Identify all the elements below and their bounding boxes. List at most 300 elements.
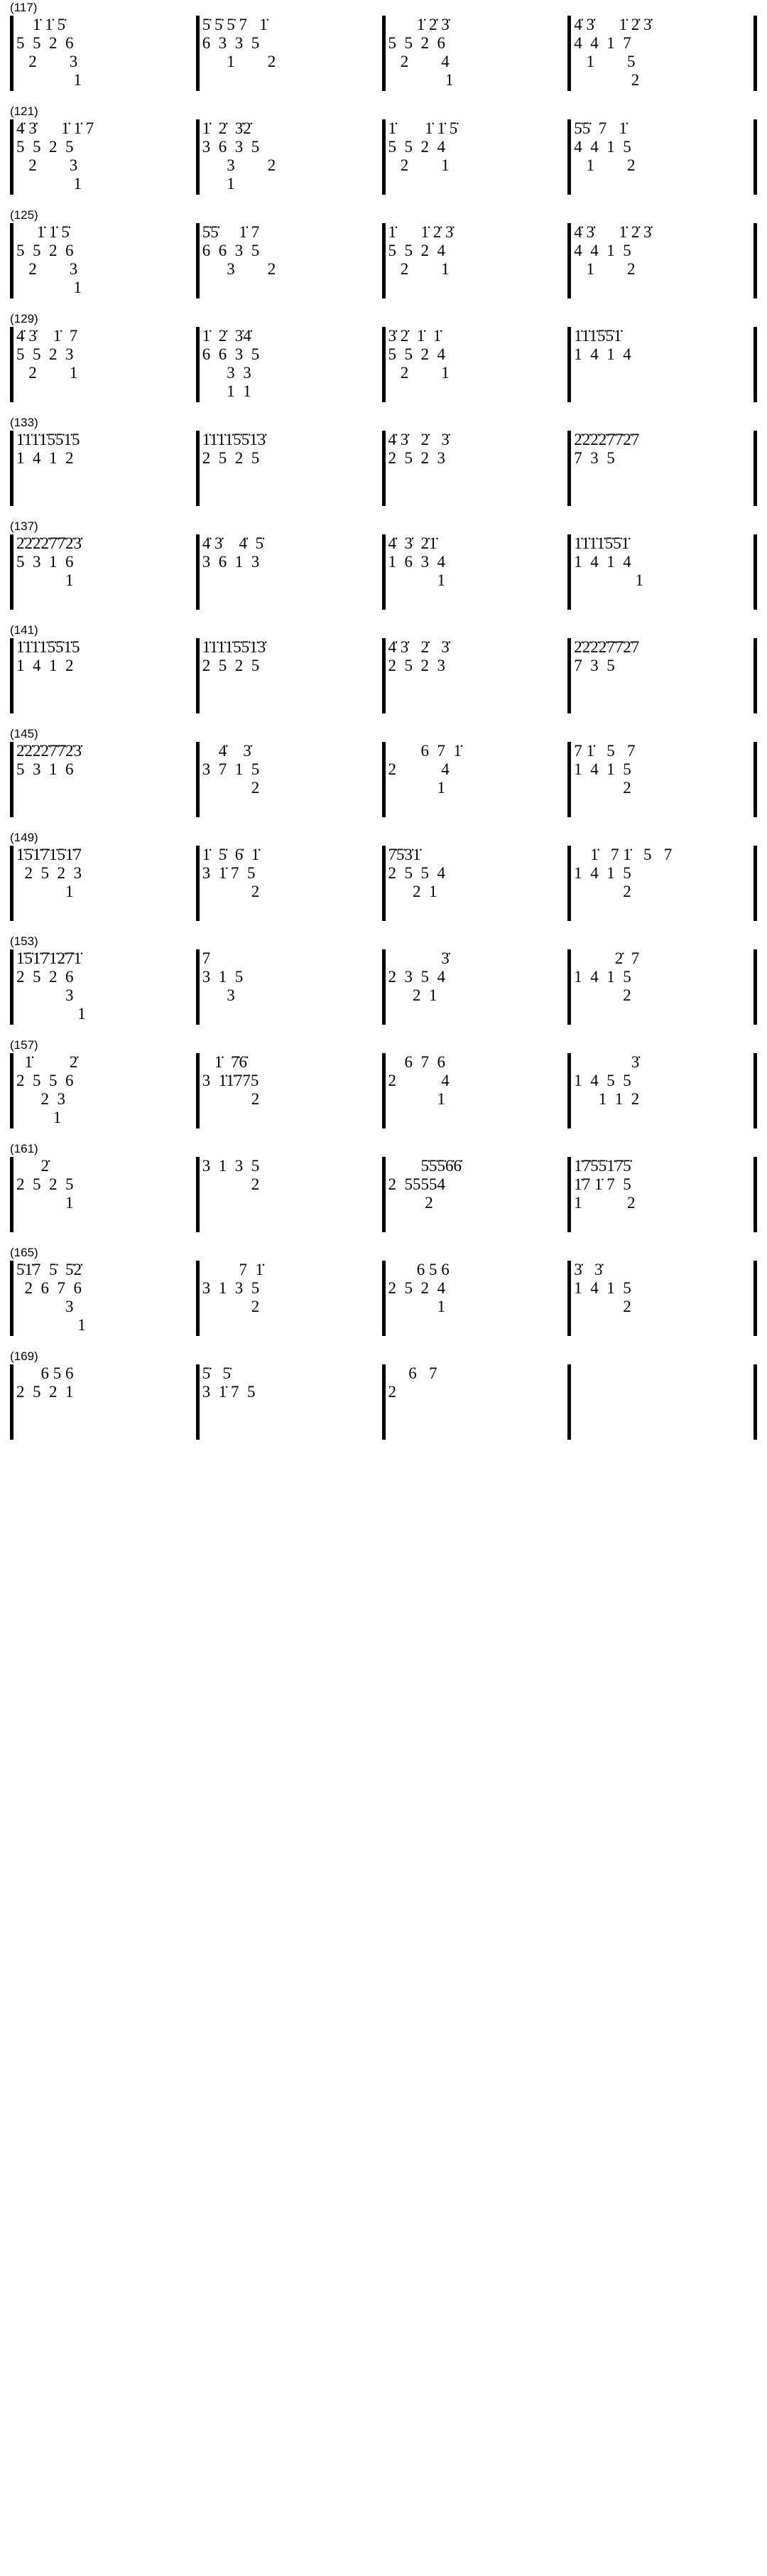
note-row: 5̇5̇ 1̇ 7: [202, 223, 260, 241]
note-row: 5̇1̇7 5̇ 5̇2̇: [16, 1261, 82, 1278]
note-row: 1: [16, 71, 82, 89]
note-row: [16, 382, 193, 401]
note-row: 1 2: [574, 156, 636, 174]
measure: [13, 223, 196, 298]
note-row: [388, 1109, 565, 1127]
note-row: 1: [202, 175, 235, 193]
measure-number: (161): [10, 1142, 38, 1155]
staff: [10, 16, 757, 91]
note-row: 5 5 2 3: [16, 345, 74, 363]
note-row: 2: [388, 1194, 433, 1212]
note-row: 7: [202, 949, 211, 967]
note-row: 4̇ 3̇ 2̇ 3̇: [388, 638, 450, 656]
note-row: 2 1: [388, 156, 450, 174]
note-row: [388, 797, 565, 816]
note-row: [202, 71, 379, 90]
note-row: 2 5 2 4: [388, 1279, 445, 1297]
note-row: [16, 590, 193, 608]
note-row: [202, 468, 379, 486]
note-row: 6 5 6: [16, 1364, 74, 1382]
staff: [10, 1364, 757, 1440]
barline: [754, 223, 757, 298]
note-row: 2: [574, 1298, 631, 1315]
note-row: 1: [574, 571, 643, 589]
note-row: 2 3: [16, 53, 78, 70]
note-row: [388, 901, 565, 920]
measure-number: (157): [10, 1038, 38, 1052]
note-row: [16, 486, 193, 505]
note-row: 1 2: [574, 1194, 636, 1212]
measure: [571, 1053, 754, 1128]
note-row: 3 6 3 5: [202, 138, 260, 156]
note-row: 4 4 1 5: [574, 242, 631, 259]
note-row: 3: [16, 1298, 74, 1315]
music-system: [0, 623, 767, 713]
measure-number: (133): [10, 416, 38, 429]
measure: [386, 949, 568, 1025]
note-row: 5̇5̇5̇6̇6̇: [388, 1157, 462, 1175]
note-row: 2: [202, 1090, 260, 1108]
note-row: 3 1̇1̇775: [202, 1072, 259, 1089]
music-system: [0, 519, 767, 610]
note-row: 3 6 1 3: [202, 553, 260, 571]
note-row: 1 4 1 2: [16, 449, 74, 467]
note-row: [574, 590, 751, 608]
note-row: 1̇ 2̇: [16, 1053, 78, 1071]
note-row: 3: [16, 986, 74, 1004]
note-row: [574, 1420, 751, 1438]
note-row: 2̇: [16, 1157, 49, 1175]
note-row: 5 3 1 6: [16, 553, 74, 571]
note-row: 4̇ 3̇ 1̇ 2̇ 3̇: [574, 16, 652, 33]
note-row: [16, 694, 193, 712]
measure: [13, 949, 196, 1025]
note-row: [202, 1005, 379, 1023]
measure: [200, 1364, 382, 1440]
note-row: [388, 1005, 565, 1023]
note-row: [16, 1401, 193, 1420]
note-row: 2 4: [388, 760, 450, 778]
note-row: 2 1: [388, 883, 437, 900]
note-row: [16, 901, 193, 920]
note-row: [388, 1316, 565, 1335]
note-row: [574, 675, 751, 694]
note-row: 5 5 2 6: [16, 242, 74, 259]
note-row: 5 3 1 6: [16, 760, 74, 778]
measure: [13, 1053, 196, 1128]
note-row: [388, 486, 565, 505]
measure: [13, 846, 196, 921]
measure: [200, 119, 382, 195]
note-row: 2: [574, 986, 631, 1004]
note-row: 2: [574, 779, 631, 797]
measure: [571, 327, 754, 402]
note-row: 3 2: [202, 260, 276, 278]
barline: [754, 119, 757, 195]
barline: [754, 846, 757, 921]
staff: [10, 119, 757, 195]
measure: [571, 1261, 754, 1336]
staff: [10, 223, 757, 298]
note-row: 1̇ 1̇ 2̇ 3̇: [388, 223, 454, 241]
note-row: 1̇5̇1̇7̇1̇5̇1̇7: [16, 846, 82, 863]
note-row: 1̇ 5̇ 6̇ 1̇: [202, 846, 260, 863]
note-row: 6 7: [388, 1364, 437, 1382]
note-row: 1̇1̇1̇5̇5̇1̇: [574, 327, 622, 345]
note-row: 4̇ 3̇ 1̇ 2̇ 3̇: [574, 223, 652, 241]
note-row: 2 5 5 4: [388, 864, 445, 882]
staff: [10, 742, 757, 817]
note-row: 3 1̇ 7 5: [202, 864, 256, 882]
note-row: 1̇1̇1̇1̇5̇5̇1̇5: [16, 431, 80, 448]
note-row: 1̇7̇5̇5̇1̇7̇5̇: [574, 1157, 631, 1175]
measure-number: (153): [10, 934, 38, 948]
measure-number: (149): [10, 831, 38, 844]
note-row: [574, 382, 751, 401]
music-system: [0, 415, 767, 506]
note-row: 1 2: [202, 53, 276, 70]
note-row: 2̇2̇2̇2̇7̇7̇2̇7: [574, 431, 640, 448]
measure: [200, 534, 382, 610]
note-row: [574, 1364, 751, 1383]
note-row: 1: [388, 571, 445, 589]
note-row: [574, 279, 751, 297]
note-row: [574, 797, 751, 816]
note-row: 1 4 1 5: [574, 760, 631, 778]
note-row: 1: [16, 279, 82, 296]
note-row: 1: [388, 71, 454, 89]
note-row: 1: [388, 1298, 445, 1315]
measure: [13, 119, 196, 195]
measure: [13, 742, 196, 817]
music-system: [0, 104, 767, 195]
measure-number: (141): [10, 623, 38, 637]
note-row: 1: [388, 1090, 445, 1108]
note-row: 7 3 5: [574, 657, 615, 674]
note-row: 4 4 1 7: [574, 34, 631, 52]
measure-number: (165): [10, 1246, 38, 1259]
note-row: 2 55554: [388, 1175, 445, 1193]
note-row: 1: [16, 1109, 62, 1126]
note-row: 2 1: [16, 364, 78, 382]
note-row: 1̇ 1̇ 5̇: [16, 223, 70, 241]
note-row: [16, 779, 193, 797]
note-row: 2 1: [388, 364, 450, 382]
note-row: [388, 694, 565, 712]
note-row: [574, 1212, 751, 1231]
note-row: 7̇5̇3̇1̇: [388, 846, 421, 863]
measure: [200, 431, 382, 506]
measure-number: (125): [10, 208, 38, 222]
note-row: 1 4 1 5: [574, 1279, 631, 1297]
measure: [571, 431, 754, 506]
note-row: 5̇5̇ 7 1̇: [574, 119, 627, 137]
note-row: 1: [16, 1194, 74, 1212]
note-row: [574, 901, 751, 920]
staff: [10, 327, 757, 402]
staff: [10, 638, 757, 713]
note-row: [388, 675, 565, 694]
measure-number: (121): [10, 104, 38, 118]
note-row: 1: [16, 883, 74, 900]
note-row: 1 4 1 4: [574, 345, 631, 363]
note-row: 2 6 7 6: [16, 1279, 82, 1297]
note-row: 4̇ 3̇ 2̇ 3̇: [388, 431, 450, 448]
note-row: 1̇ 2̇ 3̇2̇: [202, 119, 251, 137]
barline: [754, 1157, 757, 1232]
measure: [200, 846, 382, 921]
note-row: [202, 486, 379, 505]
barline: [754, 638, 757, 713]
note-row: 2 5 2 3: [16, 864, 82, 882]
note-row: 1̇7 1̇ 7 5: [574, 1175, 631, 1193]
measure: [200, 742, 382, 817]
measure: [13, 16, 196, 91]
barline: [754, 1261, 757, 1336]
note-row: 3̇: [388, 949, 450, 967]
music-system: [0, 1038, 767, 1128]
measure: [386, 1157, 568, 1232]
note-row: 1: [16, 1005, 86, 1023]
note-row: 2 4: [388, 1072, 450, 1089]
note-row: 1: [16, 175, 82, 193]
measure: [386, 846, 568, 921]
note-row: 1 1 2: [574, 1090, 640, 1108]
note-row: 1̇5̇1̇7̇1̇2̇7̇1̇: [16, 949, 82, 967]
measure: [386, 1261, 568, 1336]
note-row: [574, 486, 751, 505]
note-row: 3̇ 2̇ 1̇ 1̇: [388, 327, 442, 345]
note-row: [202, 694, 379, 712]
note-row: 4 4 1 5: [574, 138, 631, 156]
measure: [13, 534, 196, 610]
note-row: 2: [202, 883, 260, 900]
music-system: [0, 0, 767, 91]
measure: [200, 327, 382, 402]
barline: [754, 742, 757, 817]
measure: [571, 16, 754, 91]
note-row: [388, 468, 565, 486]
measure: [200, 1261, 382, 1336]
measure: [386, 327, 568, 402]
staff: [10, 1261, 757, 1336]
measure: [13, 431, 196, 506]
staff: [10, 1053, 757, 1128]
measure: [571, 534, 754, 610]
note-row: 1 4 1 2: [16, 657, 74, 674]
music-system: [0, 726, 767, 817]
note-row: 2 5 2 5: [16, 1175, 74, 1193]
note-row: 1̇ 1̇ 5̇: [16, 16, 65, 33]
note-row: 1̇ 2̇ 3̇4̇: [202, 327, 251, 345]
note-row: 6 3 3 5: [202, 34, 260, 52]
measure: [13, 1261, 196, 1336]
note-row: [388, 1212, 565, 1231]
note-row: 1̇1̇1̇1̇5̇5̇1̇5: [16, 638, 80, 656]
note-row: 2 1: [388, 986, 437, 1004]
music-system: [0, 208, 767, 298]
note-row: 5 5 2 4: [388, 242, 445, 259]
note-row: 1 5: [574, 53, 636, 70]
note-row: 7 1̇: [202, 1261, 263, 1278]
note-row: 1 4 1 4: [574, 553, 631, 571]
measure: [386, 1364, 568, 1440]
note-row: [16, 797, 193, 816]
note-row: [202, 901, 379, 920]
note-row: 1 4 1 5: [574, 968, 631, 986]
note-row: 2: [388, 1383, 396, 1401]
note-row: 1: [388, 779, 445, 797]
note-row: 2 3: [16, 1090, 65, 1108]
measure: [386, 638, 568, 713]
note-row: 4̇ 3̇ 2̇1̇: [388, 534, 437, 552]
note-row: [574, 694, 751, 712]
measure-number: (129): [10, 312, 38, 325]
measure: [200, 1053, 382, 1128]
note-row: 2 3: [16, 260, 78, 278]
music-system: [0, 934, 767, 1025]
note-row: [388, 1420, 565, 1438]
note-row: 3̇ 3̇: [574, 1261, 603, 1278]
measure: [200, 1157, 382, 1232]
note-row: 2̇2̇2̇2̇7̇7̇2̇7: [574, 638, 640, 656]
music-system: [0, 830, 767, 921]
note-row: 2 1: [388, 260, 450, 278]
note-row: 2 4: [388, 53, 450, 70]
measure: [386, 223, 568, 298]
note-row: [574, 364, 751, 382]
note-row: [202, 1212, 379, 1231]
measure: [386, 1053, 568, 1128]
note-row: 5 5 2 4: [388, 345, 445, 363]
note-row: [202, 1401, 379, 1420]
note-row: 1̇ 1̇ 1̇ 5̇: [388, 119, 458, 137]
note-row: [202, 279, 379, 297]
note-row: 2: [202, 1298, 260, 1315]
staff: [10, 534, 757, 610]
note-row: [16, 1212, 193, 1231]
note-row: 5̇ 5̇: [202, 1364, 231, 1382]
note-row: [202, 571, 379, 590]
barline: [754, 1364, 757, 1440]
note-row: 1̇1̇1̇1̇5̇5̇1̇3̇: [202, 431, 266, 448]
note-row: 2: [574, 71, 640, 89]
note-row: 4̇ 3̇: [202, 742, 251, 760]
note-row: 5̇ 5̇ 5̇ 7 1̇: [202, 16, 268, 33]
music-system: [0, 1141, 767, 1232]
note-row: 6 6 3 5: [202, 345, 260, 363]
note-row: [574, 468, 751, 486]
note-row: 2 5 2 5: [202, 657, 260, 674]
note-row: 3 7 1 5: [202, 760, 260, 778]
note-row: 1̇1̇1̇1̇5̇5̇1̇: [574, 534, 630, 552]
note-row: 6 6 3 5: [202, 242, 260, 259]
measure: [571, 638, 754, 713]
note-row: 1 4 1 5: [574, 864, 631, 882]
barline: [754, 327, 757, 402]
measure: [13, 1157, 196, 1232]
note-row: 4̇ 3̇ 1̇ 7: [16, 327, 78, 345]
note-row: 1̇ 7 1̇ 5 7: [574, 846, 673, 863]
measure: [200, 223, 382, 298]
note-row: 6 5 6: [388, 1261, 450, 1278]
note-row: 1 2: [574, 260, 636, 278]
note-row: 5 5 2 4: [388, 138, 445, 156]
note-row: [574, 175, 751, 193]
note-row: [388, 279, 565, 297]
note-row: [574, 1401, 751, 1420]
note-row: [16, 675, 193, 694]
note-row: [202, 675, 379, 694]
measure: [200, 949, 382, 1025]
note-row: 2 3: [16, 156, 78, 174]
measure: [386, 534, 568, 610]
note-row: 2 5 2 1: [16, 1383, 74, 1401]
note-row: [388, 382, 565, 401]
note-row: 4̇ 3̇ 4̇ 5̇: [202, 534, 263, 552]
note-row: 2 3 5 4: [388, 968, 445, 986]
note-row: 1 1: [202, 382, 251, 400]
staff: [10, 949, 757, 1025]
measure: [571, 949, 754, 1025]
measure-number: (117): [10, 1, 38, 14]
music-system: [0, 1245, 767, 1336]
note-row: [574, 1383, 751, 1401]
note-row: [574, 1109, 751, 1127]
measure: [13, 1364, 196, 1440]
note-row: [202, 797, 379, 816]
note-row: 1̇ 7̇6̇: [202, 1053, 247, 1071]
note-row: 2: [202, 1175, 260, 1193]
note-row: [388, 590, 565, 608]
barline: [754, 949, 757, 1025]
note-row: 3 1 3 5: [202, 1279, 260, 1297]
measure: [571, 223, 754, 298]
measure: [571, 846, 754, 921]
note-row: 1 6 3 4: [388, 553, 445, 571]
note-row: 2 5 2 5: [202, 449, 260, 467]
measure: [571, 119, 754, 195]
note-row: 3̇: [574, 1053, 640, 1071]
note-row: [574, 1005, 751, 1023]
staff: [10, 1157, 757, 1232]
note-row: [202, 1316, 379, 1335]
note-row: 1 4 5 5: [574, 1072, 631, 1089]
note-row: 6 7 1̇: [388, 742, 462, 760]
note-row: 1: [16, 1316, 86, 1334]
note-row: [574, 1316, 751, 1335]
measure: [386, 742, 568, 817]
note-row: [202, 1420, 379, 1438]
note-row: 3 3: [202, 364, 251, 382]
note-row: 2 5 5 6: [16, 1072, 74, 1089]
note-row: 3: [202, 986, 235, 1004]
staff: [10, 431, 757, 506]
note-row: 3 1 3 5: [202, 1157, 260, 1175]
note-row: 1̇ 2̇ 3̇: [388, 16, 450, 33]
note-row: 2: [574, 883, 631, 900]
measure: [13, 638, 196, 713]
note-row: 5 5 2 5: [16, 138, 74, 156]
note-row: 1: [16, 571, 74, 589]
note-row: 5 5 2 6: [16, 34, 74, 52]
note-row: [388, 1401, 565, 1420]
note-row: 1̇1̇1̇1̇5̇5̇1̇3̇: [202, 638, 266, 656]
note-row: 3 2: [202, 156, 276, 174]
note-row: 5 5 2 6: [388, 34, 445, 52]
note-row: [202, 590, 379, 608]
measure: [13, 327, 196, 402]
